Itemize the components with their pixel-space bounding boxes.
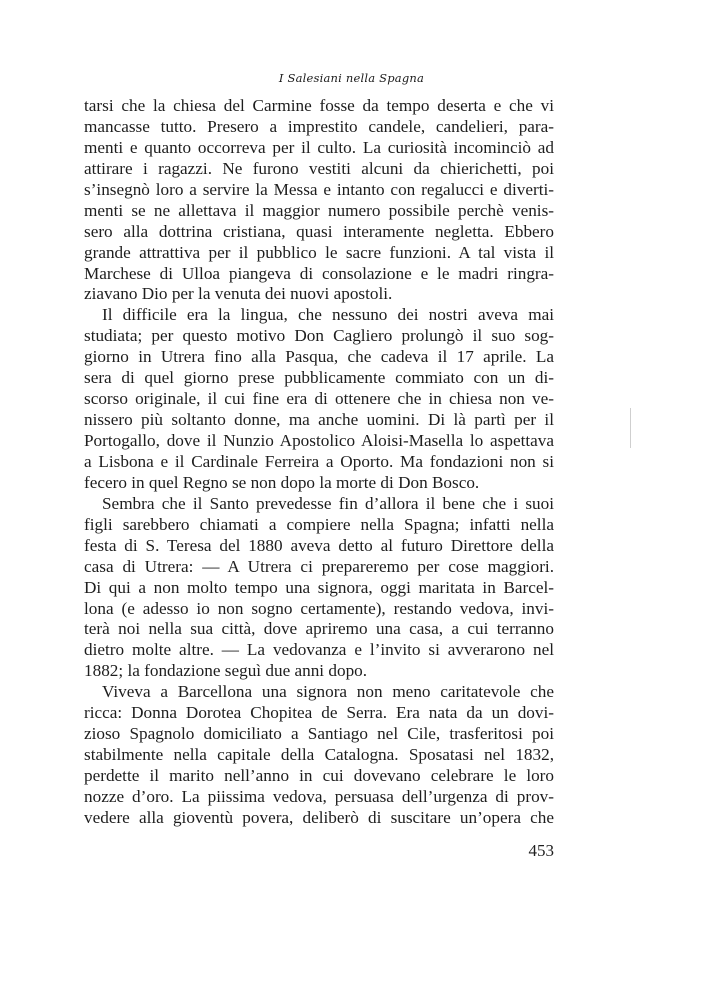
text-line: figli sarebbero chiamati a compiere nella Spagna; infatti nella [84,514,554,534]
text-line: tarsi che la chiesa del Carmine fosse da tempo deserta e che vi [84,96,554,115]
text-line: Marchese di Ulloa piangeva di consolazione e le madri ringra- [84,263,554,283]
text-line: Portogallo, dove il Nunzio Apostolico Aloisi-Masella lo aspettava [84,431,554,450]
paragraph [84,305,554,493]
text-line: casa di Utrera: — A Utrera ci prepareremo per cose maggiori. [84,556,554,576]
text-line: sera di quel giorno prese pubblicamente commiato con un di- [84,368,554,388]
text-line: attirare i ragazzi. Ne furono vestiti alcuni da chierichetti, poi [84,158,554,178]
text-line: studiata; per questo motivo Don Cagliero prolungò il suo sog- [84,326,554,346]
text-line: a Lisbona e il Cardinale Ferreira a Oporto. Ma fondazioni non si [84,451,554,471]
paragraph [84,682,554,829]
text-line: ziavano Dio per la venuta dei nuovi apostoli. [84,284,393,304]
text-line: Il difficile era la lingua, che nessuno dei nostri aveva mai [102,305,554,325]
text-line: vedere alla gioventù povera, deliberò di suscitare un’opera che [84,807,554,827]
page-number: 453 [528,841,554,860]
body-text [84,96,554,829]
text-line: grande attrattiva per il pubblico le sacre funzioni. A tal vista il [84,242,554,262]
text-line: scorso originale, il cui fine era di ottenere che in chiesa non ve- [84,389,554,409]
text-line: Sembra che il Santo prevedesse fin d’allora il bene che i suoi [102,493,554,513]
paragraph [84,494,554,682]
text-line: fecero in quel Regno se non dopo la morte di Don Bosco. [84,472,480,492]
scan-artifact [630,408,631,448]
text-line: menti e quanto occorreva per il culto. La curiosità incominciò ad [84,137,554,157]
text-line: sero alla dottrina cristiana, quasi interamente negletta. Ebbero [84,221,554,241]
text-line: menti se ne allettava il maggior numero possibile perchè venis- [84,200,554,220]
text-line: giorno in Utrera fino alla Pasqua, che cadeva il 17 aprile. La [84,347,554,367]
running-header: I Salesiani nella Spagna [278,71,425,85]
text-line: terà noi nella sua città, dove apriremo una casa, a cui terranno [84,619,554,639]
text-line: mancasse tutto. Presero a imprestito candele, candelieri, para- [84,116,554,136]
text-line: festa di S. Teresa del 1880 aveva detto al futuro Direttore della [84,535,554,555]
text-line: zioso Spagnolo domiciliato a Santiago nel Cile, trasferitosi poi [84,724,554,744]
text-line: Viveva a Barcellona una signora non meno caritatevole che [102,682,554,702]
text-line: 1882; la fondazione seguì due anni dopo. [84,661,368,681]
text-line: s’insegnò loro a servire la Messa e intanto con regalucci e diverti- [84,179,554,199]
paragraph [84,96,554,305]
text-line: lona (e adesso io non sogno certamente), restando vedova, invi- [84,598,554,618]
text-line: nissero più soltanto donne, ma anche uomini. Di là partì per il [84,410,554,430]
text-line: perdette il marito nell’anno in cui dovevano celebrare le loro [84,766,554,785]
text-line: dietro molte altre. — La vedovanza e l’invito si avverarono nel [84,640,554,660]
text-line: ricca: Donna Dorotea Chopitea de Serra. Era nata da un dovi- [84,703,554,723]
text-line: Di qui a non molto tempo una signora, oggi maritata in Barcel- [84,577,554,597]
text-line: stabilmente nella capitale della Catalogna. Sposatasi nel 1832, [84,745,554,765]
text-line: nozze d’oro. La piissima vedova, persuasa dell’urgenza di prov- [84,786,554,806]
